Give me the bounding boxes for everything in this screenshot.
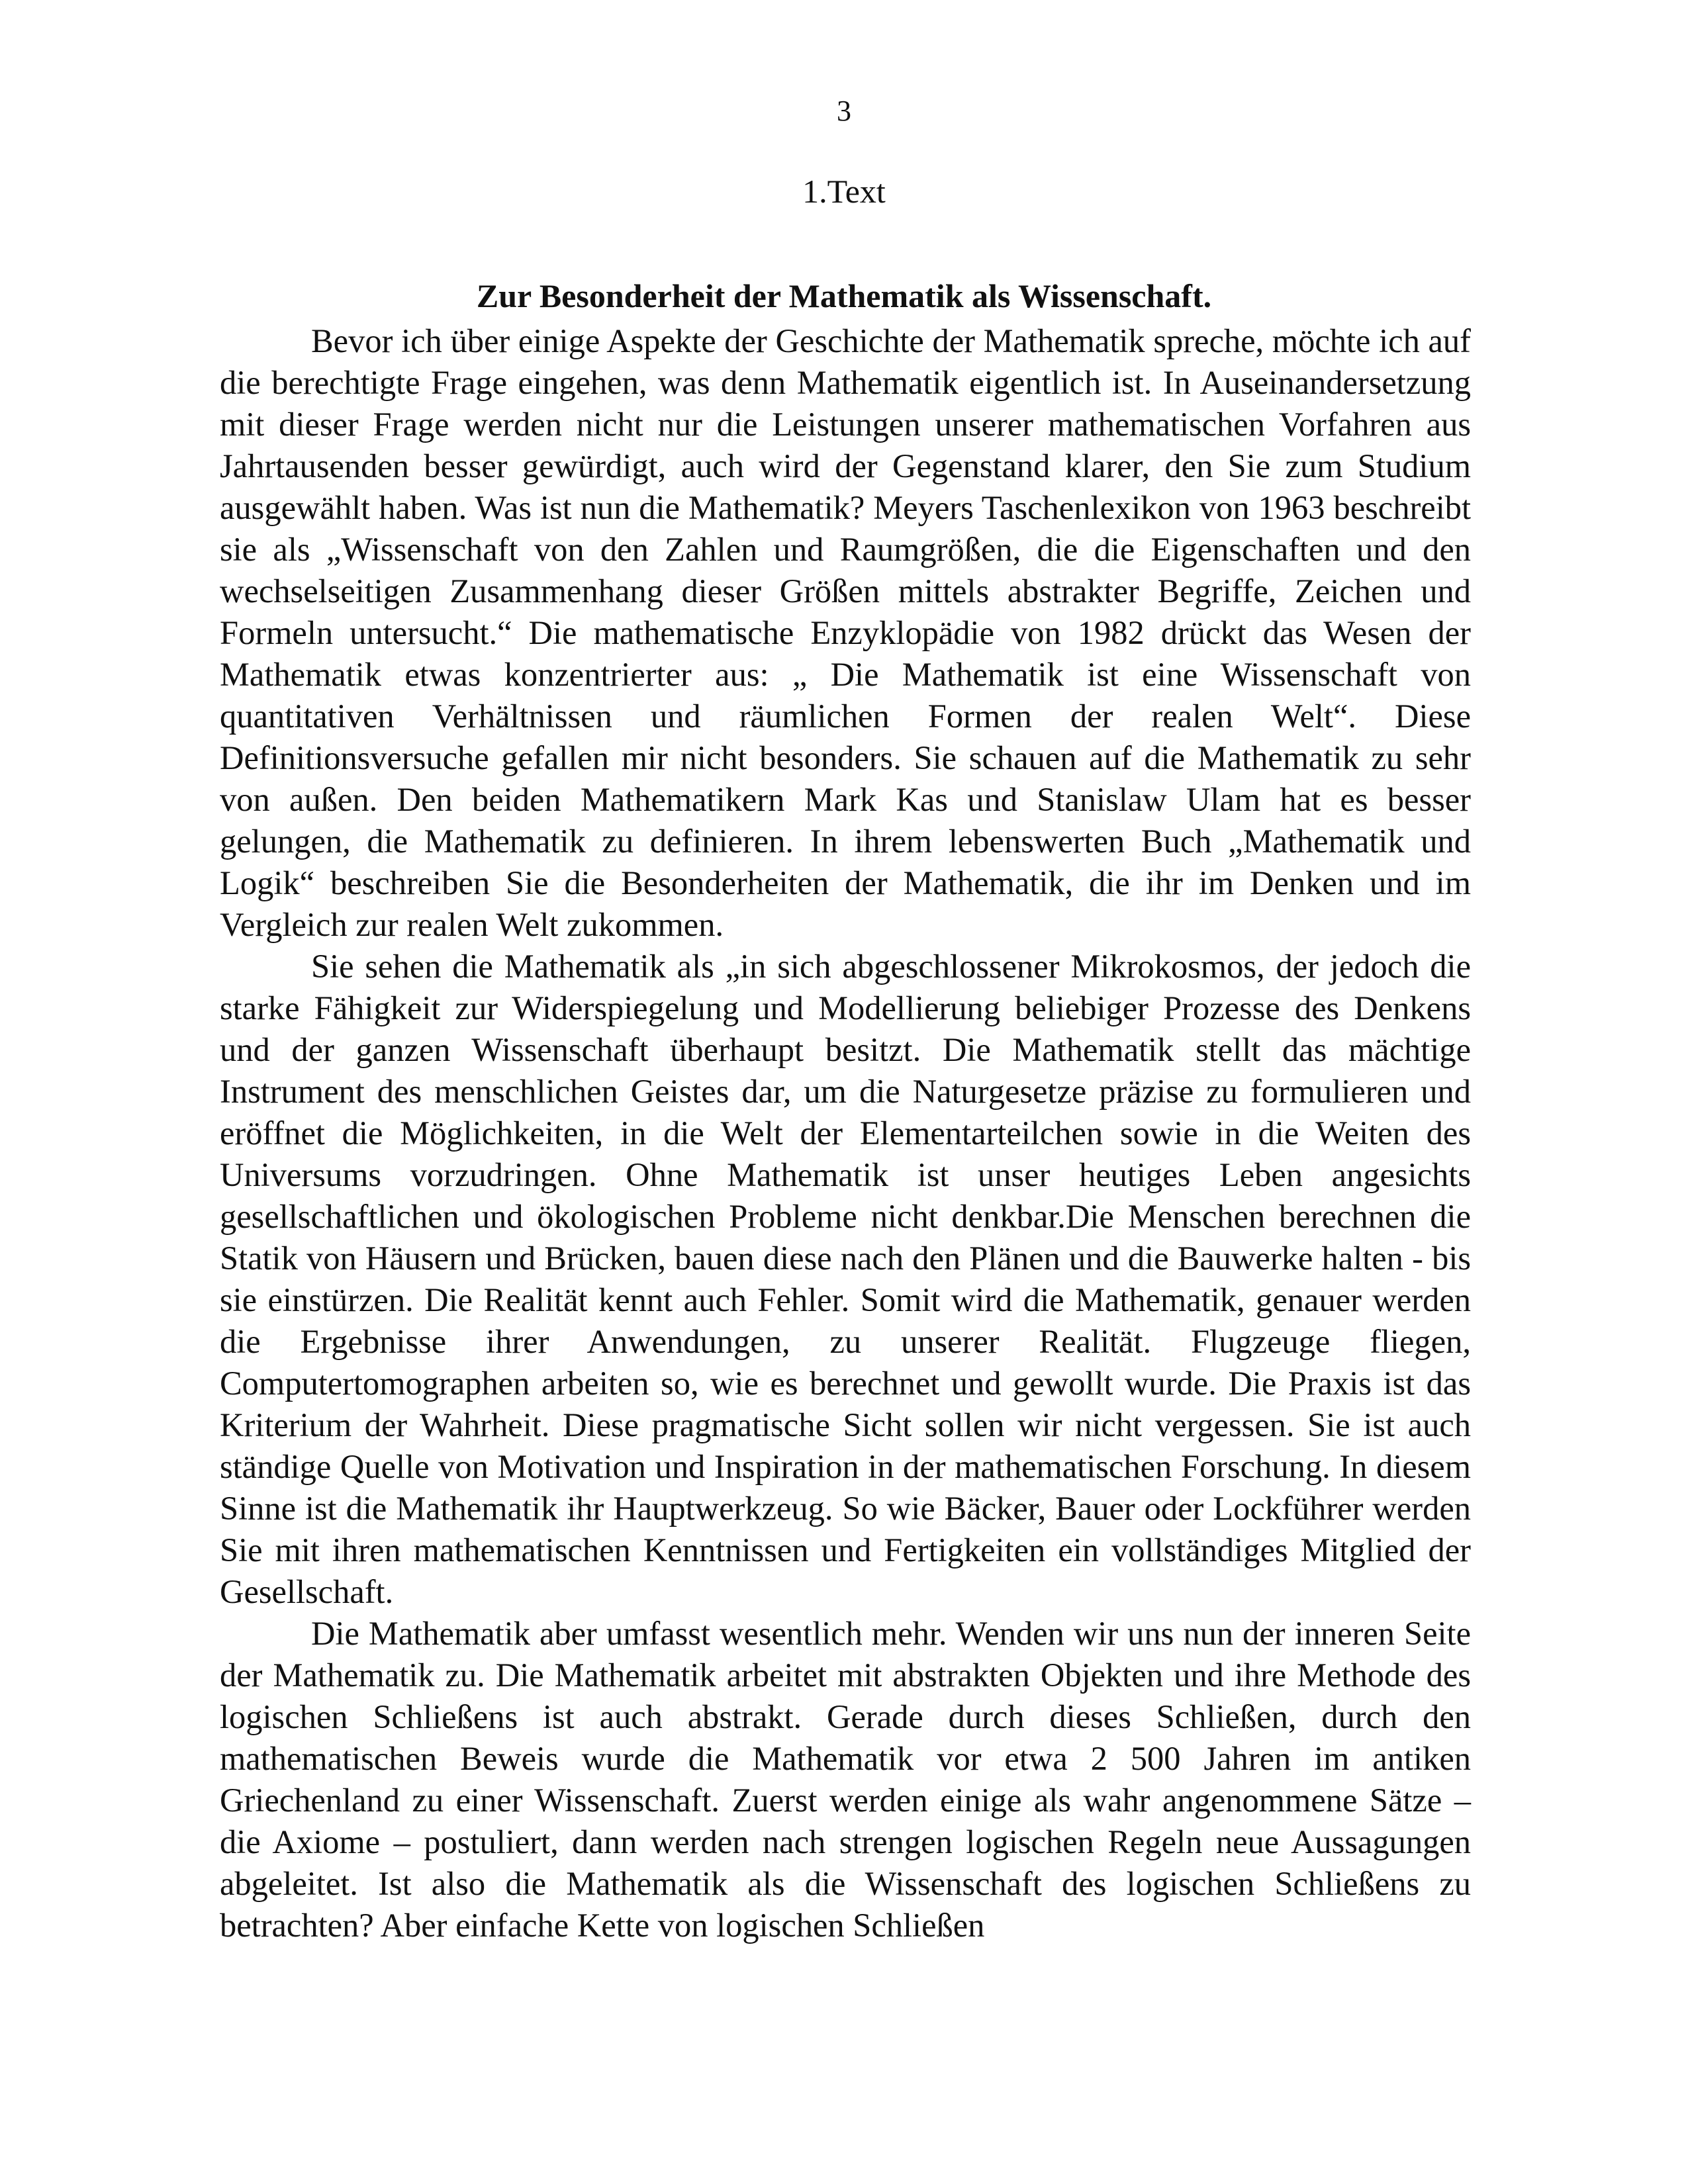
page-number: 3 — [837, 95, 851, 127]
document-title: Zur Besonderheit der Mathematik als Wissenschaft. — [476, 277, 1212, 314]
paragraph-2: Sie sehen die Mathematik als „in sich abgeschlossener Mikrokosmos, der jedoch die starke Fähigkeit zur Widerspiegelung und Modellierung beliebiger Prozesse des Denkens und der ganzen Wissenschaft überhaupt besitzt. Die Mathematik stellt das mächtige Instrument des menschlichen Geistes dar, um die Naturgesetze präzise zu formulieren und eröffnet die Möglichkeiten, in die Welt der Elementarteilchen sowie in die Weiten des Universums vorzudringen. Ohne Mathematik ist unser heutiges Leben angesichts gesellschaftlichen und ökologischen Probleme nicht denkbar.Die Menschen berechnen die Statik von Häusern und Brücken, bauen diese nach den Plänen und die Bauwerke halten - bis sie einstürzen. Die Realität kennt auch Fehler. Somit wird die Mathematik, genauer werden die Ergebnisse ihrer Anwendungen, zu unserer Realität. Flugzeuge fliegen, Computertomographen arbeiten so, wie es berechnet und gewollt wurde. Die Praxis ist das Kriterium der Wahrheit. Diese pragmatische Sicht sollen wir nicht vergessen. Sie ist auch ständige Quelle von Motivation und Inspiration in der mathematischen Forschung. In diesem Sinne ist die Mathematik ihr Hauptwerkzeug. So wie Bäcker, Bauer oder Lockführer werden Sie mit ihren mathematischen Kenntnissen und Fertigkeiten ein vollständiges Mitglied der Gesellschaft. — [220, 948, 1471, 1610]
body-text — [220, 320, 1471, 1946]
paragraph-1: Bevor ich über einige Aspekte der Geschichte der Mathematik spreche, möchte ich auf die berechtigte Frage eingehen, was denn Mathematik eigentlich ist. In Auseinandersetzung mit dieser Frage werden nicht nur die Leistungen unserer mathematischen Vorfahren aus Jahrtausenden besser gewürdigt, auch wird der Gegenstand klarer, den Sie zum Studium ausgewählt haben. Was ist nun die Mathematik? Meyers Taschenlexikon von 1963 beschreibt sie als „Wissenschaft von den Zahlen und Raumgrößen, die die Eigenschaften und den wechselseitigen Zusammenhang dieser Größen mittels abstrakter Begriffe, Zeichen und Formeln untersucht.“ Die mathematische Enzyklopädie von 1982 drückt das Wesen der Mathematik etwas konzentrierter aus: „ Die Mathematik ist eine Wissenschaft von quantitativen Verhältnissen und räumlichen Formen der realen Welt“. Diese Definitionsversuche gefallen mir nicht besonders. Sie schauen auf die Mathematik zu sehr von außen. Den beiden Mathematikern Mark Kas und Stanislaw Ulam hat es besser gelungen, die Mathematik zu definieren. In ihrem lebenswerten Buch „Mathematik und Logik“ beschreiben Sie die Besonderheiten der Mathematik, die ihr im Denken und im Vergleich zur realen Welt zukommen. — [220, 322, 1471, 943]
section-label: 1.Text — [802, 173, 886, 210]
paragraph-3: Die Mathematik aber umfasst wesentlich mehr. Wenden wir uns nun der inneren Seite der Mathematik zu. Die Mathematik arbeitet mit abstrakten Objekten und ihre Methode des logischen Schließens ist auch abstrakt. Gerade durch dieses Schließen, durch den mathematischen Beweis wurde die Mathematik vor etwa 2 500 Jahren im antiken Griechenland zu einer Wissenschaft. Zuerst werden einige als wahr angenommene Sätze – die Axiome – postuliert, dann werden nach strengen logischen Regeln neue Aussagungen abgeleitet. Ist also die Mathematik als die Wissenschaft des logischen Schließens zu betrachten? Aber einfache Kette von logischen Schließen — [220, 1615, 1471, 1944]
